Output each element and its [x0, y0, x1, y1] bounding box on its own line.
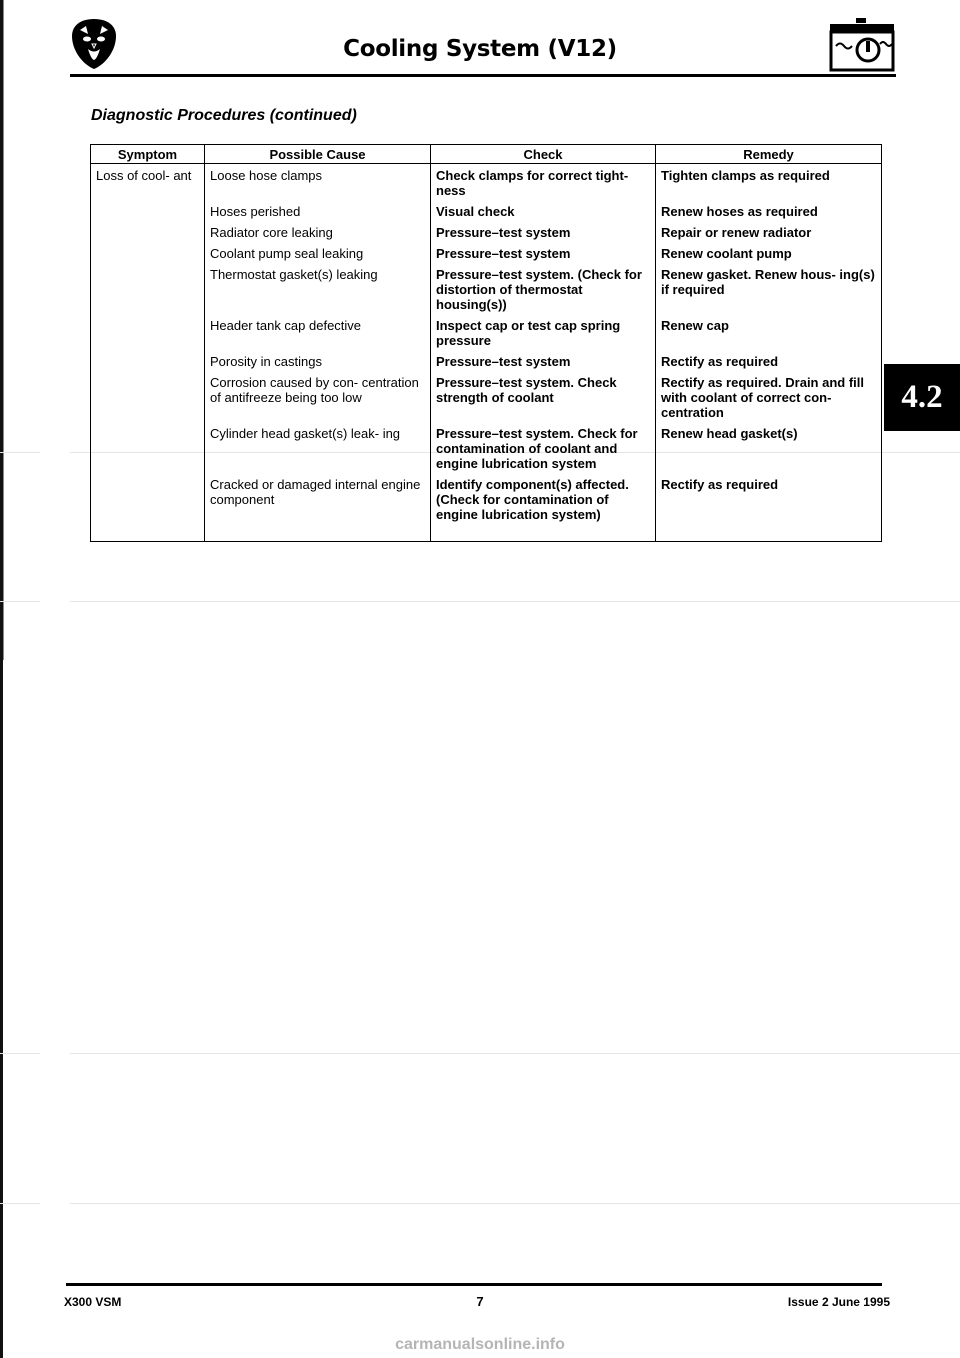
footer-manual-code: X300 VSM [64, 1295, 122, 1309]
remedy-column [656, 164, 882, 542]
header-rule [70, 74, 896, 77]
scan-line [70, 601, 960, 602]
cause-entry: Loose hose clamps [210, 168, 323, 183]
column-header-possible-cause: Possible Cause [205, 145, 431, 164]
scan-line [0, 452, 40, 453]
cause-entry: Hoses perished [210, 204, 301, 219]
section-subheading: Diagnostic Procedures (continued) [91, 107, 357, 124]
remedy-entry: Renew coolant pump [661, 246, 792, 261]
cause-entry: Header tank cap defective [210, 318, 362, 333]
remedy-entry: Renew head gasket(s) [661, 426, 798, 441]
check-entry: Pressure–test system [436, 225, 571, 240]
column-header-check: Check [431, 145, 656, 164]
cause-entry: Thermostat gasket(s) leaking [210, 267, 378, 282]
scan-line [0, 1203, 40, 1204]
cause-column [205, 164, 431, 542]
cooling-thermometer-icon [828, 18, 896, 74]
check-entry: Pressure–test system. Check strength of coolant [436, 375, 617, 405]
cause-entry: Cracked or damaged internal engine component [210, 477, 421, 507]
remedy-entry: Rectify as required [661, 354, 779, 369]
scan-line [0, 1053, 40, 1054]
scan-line [70, 1053, 960, 1054]
cause-entry: Coolant pump seal leaking [210, 246, 364, 261]
column-header-symptom: Symptom [91, 145, 205, 164]
symptom-cell [91, 164, 205, 542]
check-entry: Pressure–test system [436, 246, 571, 261]
remedy-entry: Renew hoses as required [661, 204, 818, 219]
page-title: Cooling System (V12) [343, 36, 617, 62]
check-entry: Identify component(s) affected. (Check for contamination of engine lubrication system) [436, 477, 629, 522]
remedy-entry: Renew cap [661, 318, 729, 333]
cause-entry: Corrosion caused by con- centration of antifreeze being too low [210, 375, 419, 405]
left-margin-rule-inner [3, 0, 4, 660]
page-number: 7 [476, 1294, 484, 1309]
scan-line [0, 601, 40, 602]
check-entry: Visual check [436, 204, 515, 219]
check-entry: Check clamps for correct tight- ness [436, 168, 629, 198]
footer-rule [66, 1283, 882, 1286]
check-column [431, 164, 656, 542]
check-entry: Pressure–test system [436, 354, 571, 369]
cause-entry: Porosity in castings [210, 354, 322, 369]
scan-line [70, 1203, 960, 1204]
diagnostic-table [90, 144, 882, 542]
symptom-text: Loss of cool- ant [96, 168, 192, 183]
check-entry: Pressure–test system. Check for contamination of coolant and engine lubrication system [436, 426, 638, 471]
remedy-entry: Repair or renew radiator [661, 225, 812, 240]
cause-entry: Cylinder head gasket(s) leak- ing [210, 426, 401, 441]
watermark-text: carmanualsonline.info [395, 1336, 565, 1353]
column-header-remedy: Remedy [656, 145, 882, 164]
check-entry: Inspect cap or test cap spring pressure [436, 318, 621, 348]
remedy-entry: Rectify as required. Drain and fill with coolant of correct con- centration [661, 375, 864, 420]
remedy-entry: Rectify as required [661, 477, 779, 492]
cause-entry: Radiator core leaking [210, 225, 333, 240]
section-tab: 4.2 [884, 364, 960, 431]
remedy-entry: Tighten clamps as required [661, 168, 830, 183]
footer-issue-date: Issue 2 June 1995 [787, 1295, 890, 1309]
remedy-entry: Renew gasket. Renew hous- ing(s) if required [661, 267, 875, 297]
check-entry: Pressure–test system. (Check for distortion of thermostat housing(s)) [436, 267, 642, 312]
table-row [91, 164, 882, 542]
